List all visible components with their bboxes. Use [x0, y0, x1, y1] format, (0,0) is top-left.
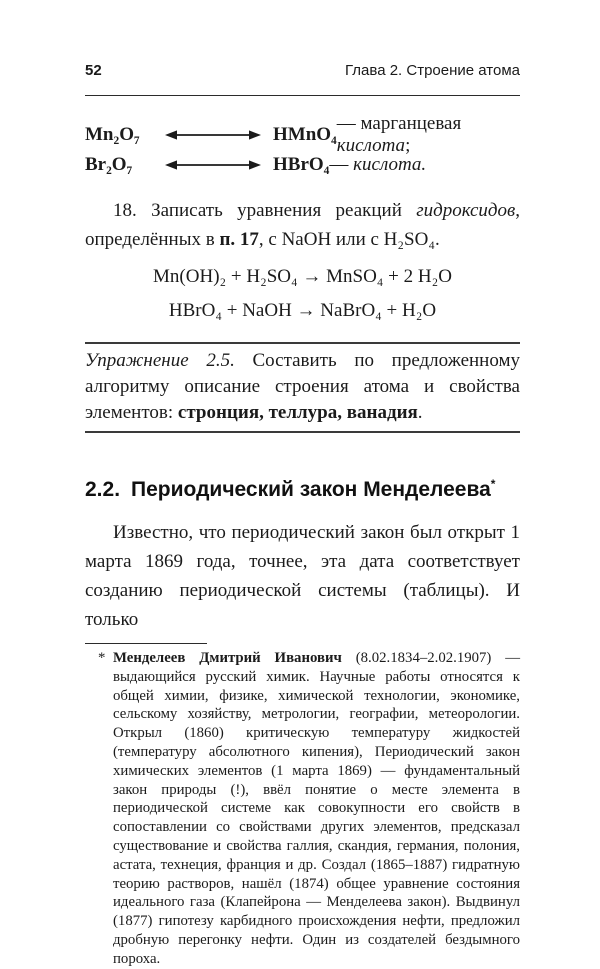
- formula-row-mn: [85, 113, 520, 156]
- acid-formula: HMnO₄: [273, 124, 337, 145]
- oxide-formula: Br₂O₇: [85, 154, 133, 175]
- reaction-equations: [85, 262, 520, 325]
- footnote-text: Менделеев Дмитрий Иванович (8.02.1834–2.02.1907) — выдающийся русский химик. Научные работы относятся к общей химии, физике, химической технологии, экономике, сельскому хозяйству, метрологии, географии, метеорологии. Открыл (1860) критическую температуру жидкостей (температуру абсолютного кипения), Периодический закон химических элементов (1 марта 1869) — фундаментальный закон природы (!), ввёл понятие о месте элемента в периодической системе как совокупности его свойств в сопоставлении со свойствами других элементов, предсказал существование и свойства галлия, скандия, германия, полония, астата, технеция, франция и др. Создал (1865–1887) гидратную теорию растворов, нашёл (1874) общее уравнение состояния идеального газа (Клапейрона — Менделеева закон). Выдвинул (1877) гипотезу карбидного происхождения нефти, предложил дробную перегонку нефти. Один из создателей бездымного пороха.: [113, 650, 520, 967]
- footnote-marker: *: [98, 650, 106, 666]
- section-heading: [85, 477, 520, 503]
- equation-2: HBrO₄ + NaOH → NaBrO₄ + H₂O: [168, 300, 437, 321]
- section-title: Периодический закон Менделеева: [131, 478, 491, 501]
- oxide-acid-correspondence: [85, 113, 520, 180]
- double-arrow-icon: [165, 129, 261, 141]
- intro-paragraph: Известно, что периодический закон был открыт 1 марта 1869 года, точнее, эта дата соответствует созданию периодической системы (таблицы). И только: [85, 522, 520, 630]
- double-arrow-icon: [165, 159, 261, 171]
- exercise-2-5-block: Упражнение 2.5. Составить по предложенному алгоритму описание строения атома и свойства элементов: стронция, теллура, ванадия.: [85, 342, 520, 433]
- acid-formula: HBrO₄: [273, 154, 330, 175]
- page-number: 52: [85, 62, 102, 79]
- header-rule: [85, 95, 520, 96]
- footnote-separator-rule: [85, 643, 207, 644]
- footnote-mendeleev: [85, 649, 520, 969]
- chapter-title: Глава 2. Строение атома: [345, 62, 520, 79]
- acid-name: — марганцевая кислота;: [336, 113, 462, 156]
- task-18-paragraph: 18. Записать уравнения реакций гидроксидов, определённых в п. 17, с NaOH или с H₂SO₄.: [85, 200, 520, 250]
- running-header: [85, 62, 520, 80]
- acid-name: — кислота.: [329, 154, 427, 175]
- oxide-formula: Mn₂O₇: [85, 124, 140, 145]
- footnote-reference-mark: *: [490, 477, 496, 491]
- equation-1: Mn(OH)₂ + H₂SO₄ → MnSO₄ + 2 H₂O: [153, 266, 452, 287]
- section-number: 2.2.: [85, 478, 121, 501]
